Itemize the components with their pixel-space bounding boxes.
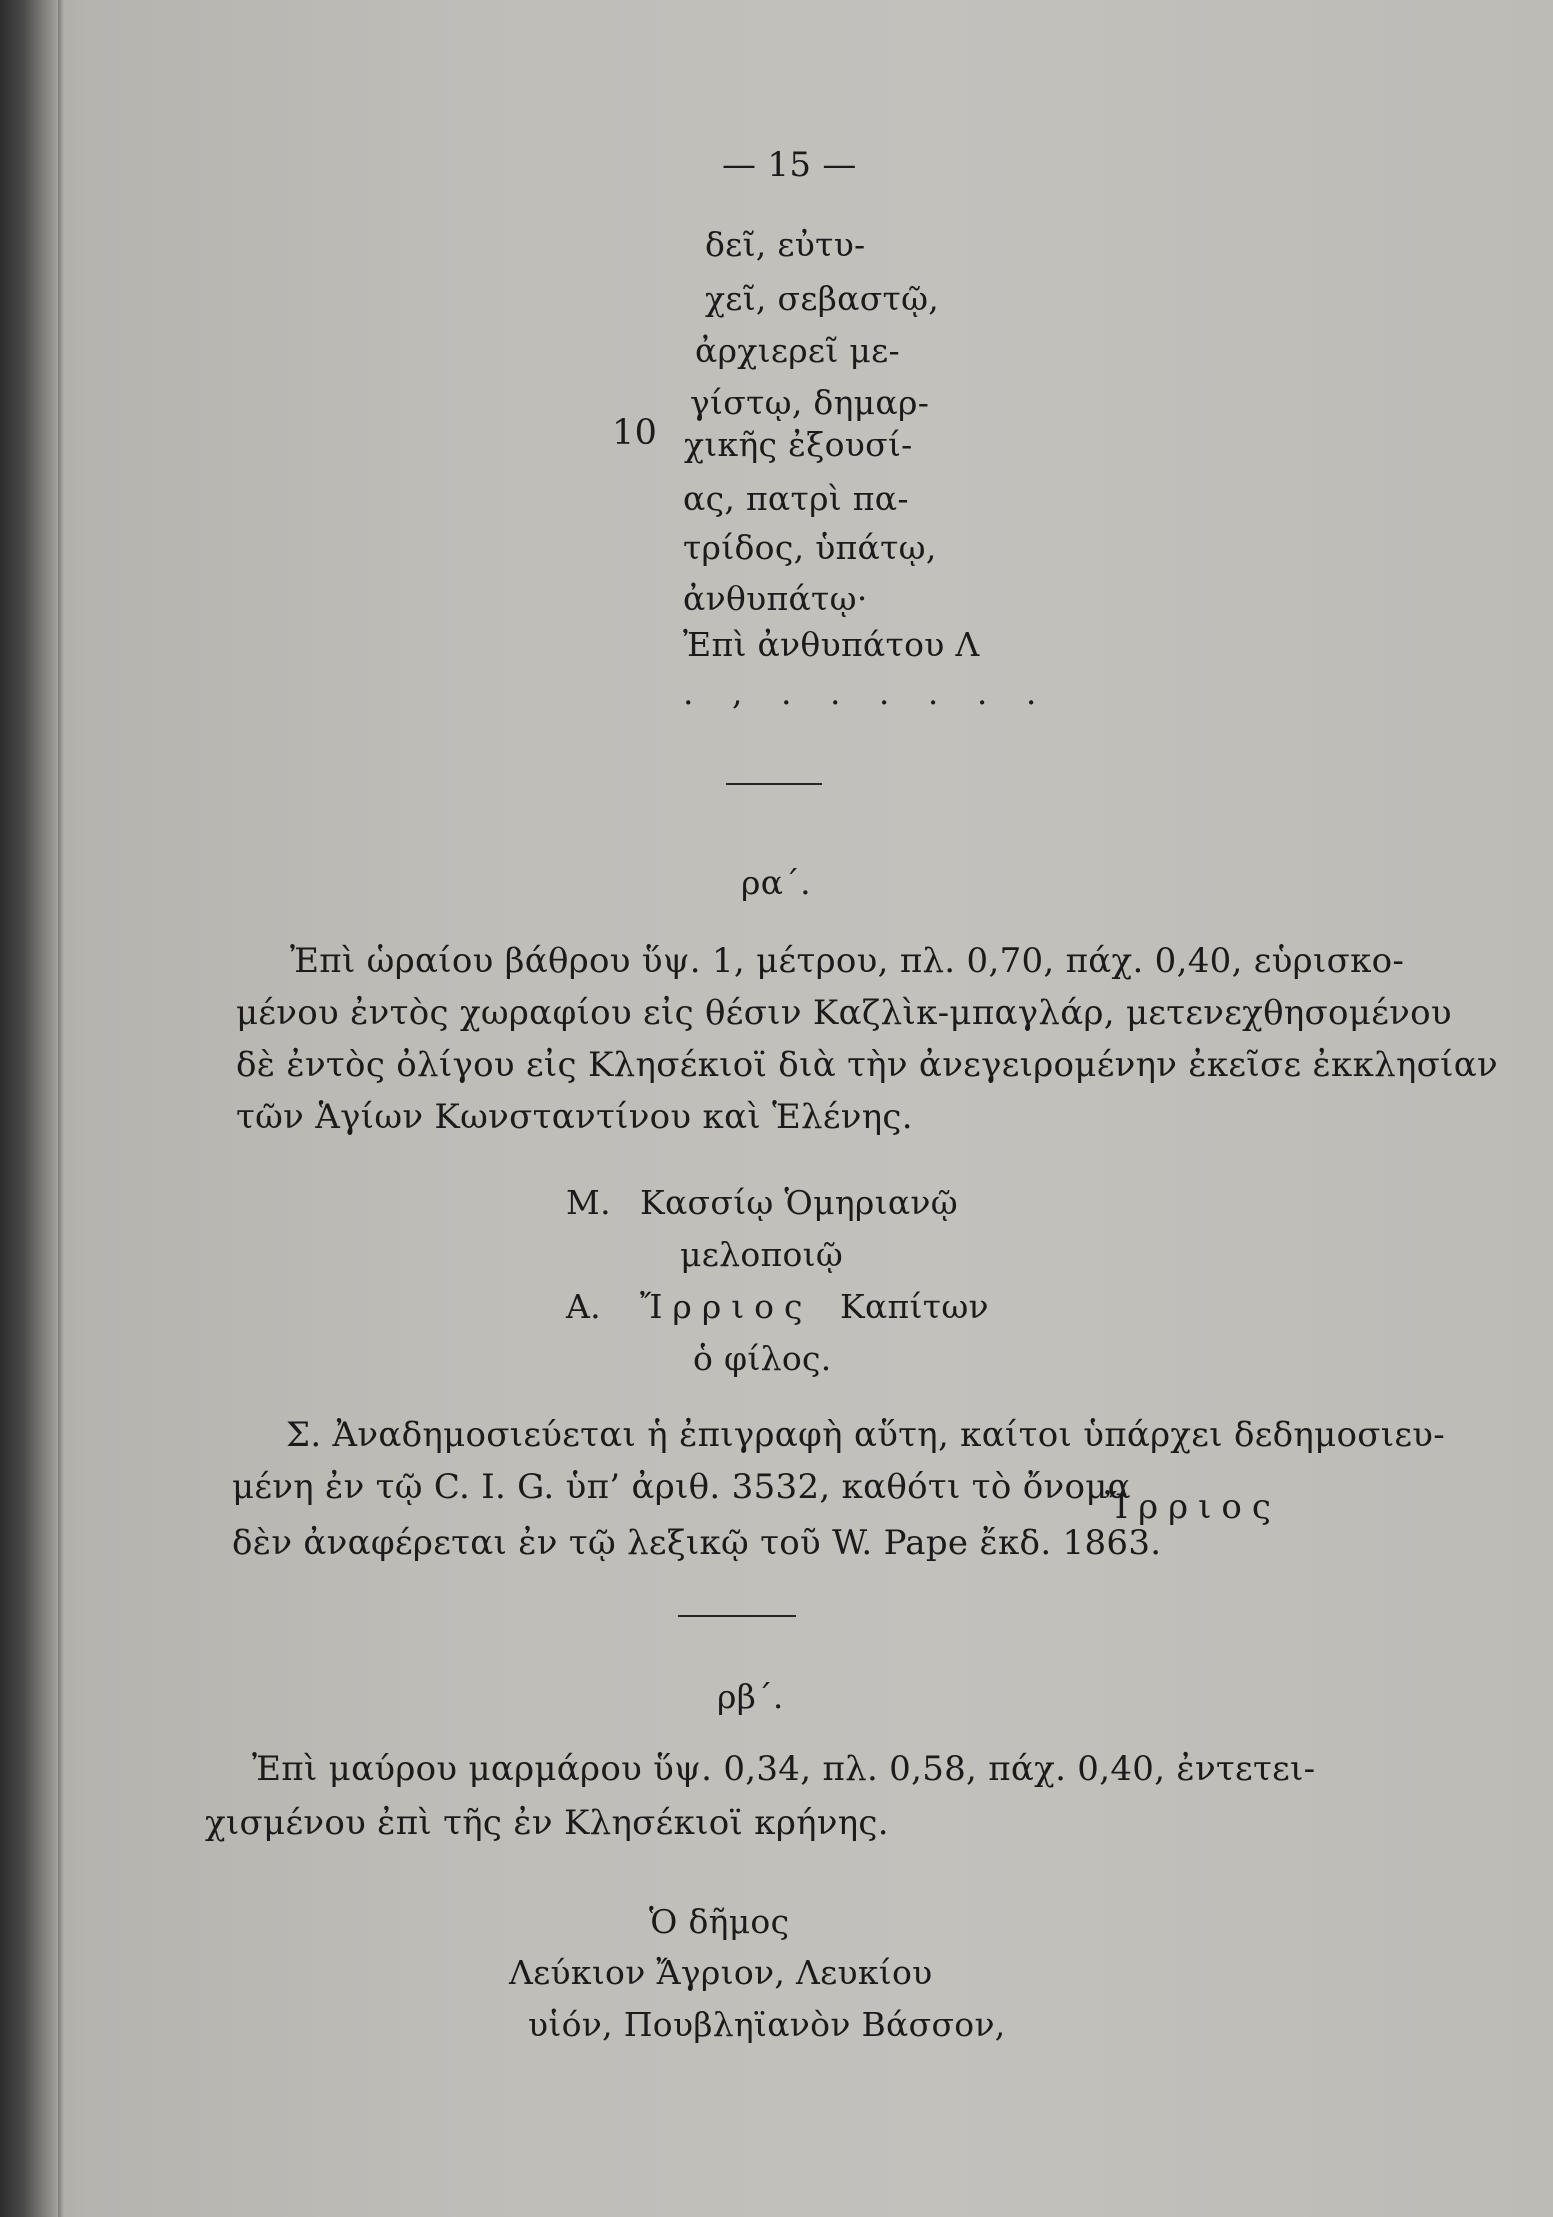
inscription-line: χικῆς ἐξουσί- <box>684 425 913 464</box>
description-line: μένου ἐντὸς χωραφίου εἰς θέσιν Καζλὶκ-μπαγλάρ, μετενεχθησομένου <box>236 993 1452 1033</box>
binding-edge <box>58 0 64 2217</box>
section-heading: ρβ΄. <box>717 1677 784 1716</box>
book-binding-shadow <box>0 0 58 2217</box>
note-name: Ἴρριος <box>1105 1487 1281 1527</box>
description-line: τῶν Ἁγίων Κωνσταντίνου καὶ Ἑλένης. <box>236 1097 913 1137</box>
description-line: Ἐπὶ μαύρου μαρμάρου ὕψ. 0,34, πλ. 0,58, πάχ. 0,40, ἐντετει- <box>252 1749 1316 1789</box>
inscription-line: χεῖ, σεβαστῷ, <box>705 279 940 318</box>
inscription-line: μελοποιῷ <box>680 1235 844 1274</box>
inscription-line: Καπίτων <box>840 1287 989 1326</box>
inscription-line: ἀνθυπάτῳ· <box>683 579 868 618</box>
inscription-line: τρίδος, ὑπάτῳ, <box>683 528 937 567</box>
description-line: Ἐπὶ ὡραίου βάθρου ὕψ. 1, μέτρου, πλ. 0,70, πάχ. 0,40, εὑρισκο- <box>290 941 1405 981</box>
section-divider <box>678 1615 796 1617</box>
inscription-line: γίστῳ, δημαρ- <box>690 383 930 422</box>
description-line: χισμένου ἐπὶ τῆς ἐν Κλησέκιοϊ κρήνης. <box>205 1803 889 1843</box>
line-number: 10 <box>612 413 658 453</box>
inscription-line: ἀρχιερεῖ με- <box>695 331 900 370</box>
inscription-prefix: Α. <box>566 1287 601 1326</box>
inscription-line: δεῖ, εὐτυ- <box>705 225 866 264</box>
section-heading: ρα΄. <box>741 863 811 902</box>
description-line: δὲ ἐντὸς ὀλίγου εἰς Κλησέκιοϊ διὰ τὴν ἀνεγειρομένην ἐκεῖσε ἐκκλησίαν <box>236 1045 1499 1085</box>
inscription-line: Λεύκιον Ἄγριον, Λευκίου <box>509 1953 933 1992</box>
section-divider <box>726 783 822 785</box>
inscription-line: ας, πατρὶ πα- <box>683 479 909 518</box>
inscription-dots: . , . . . . . . <box>683 673 1051 712</box>
inscription-line: Ἐπὶ ἀνθυπάτου Λ <box>683 625 980 664</box>
inscription-line: Ὁ δῆμος <box>649 1902 790 1941</box>
inscription-line: Κασσίῳ Ὁμηριανῷ <box>640 1183 958 1222</box>
inscription-prefix: Μ. <box>566 1183 611 1222</box>
inscription-name: Ἴρριος <box>640 1287 813 1326</box>
page-number: — 15 — <box>722 145 857 185</box>
note-line: μένη ἐν τῷ C. I. G. ὑπ’ ἀριθ. 3532, καθότι τὸ ὄνομα <box>232 1467 1131 1507</box>
note-line: Σ. Ἀναδημοσιεύεται ἡ ἐπιγραφὴ αὕτη, καίτοι ὑπάρχει δεδημοσιευ- <box>286 1415 1446 1455</box>
inscription-line: υἱόν, Πουβληϊανὸν Βάσσον, <box>528 2005 1006 2044</box>
note-line: δὲν ἀναφέρεται ἐν τῷ λεξικῷ τοῦ W. Pape ἔκδ. 1863. <box>232 1523 1162 1563</box>
inscription-line: ὁ φίλος. <box>693 1339 832 1378</box>
